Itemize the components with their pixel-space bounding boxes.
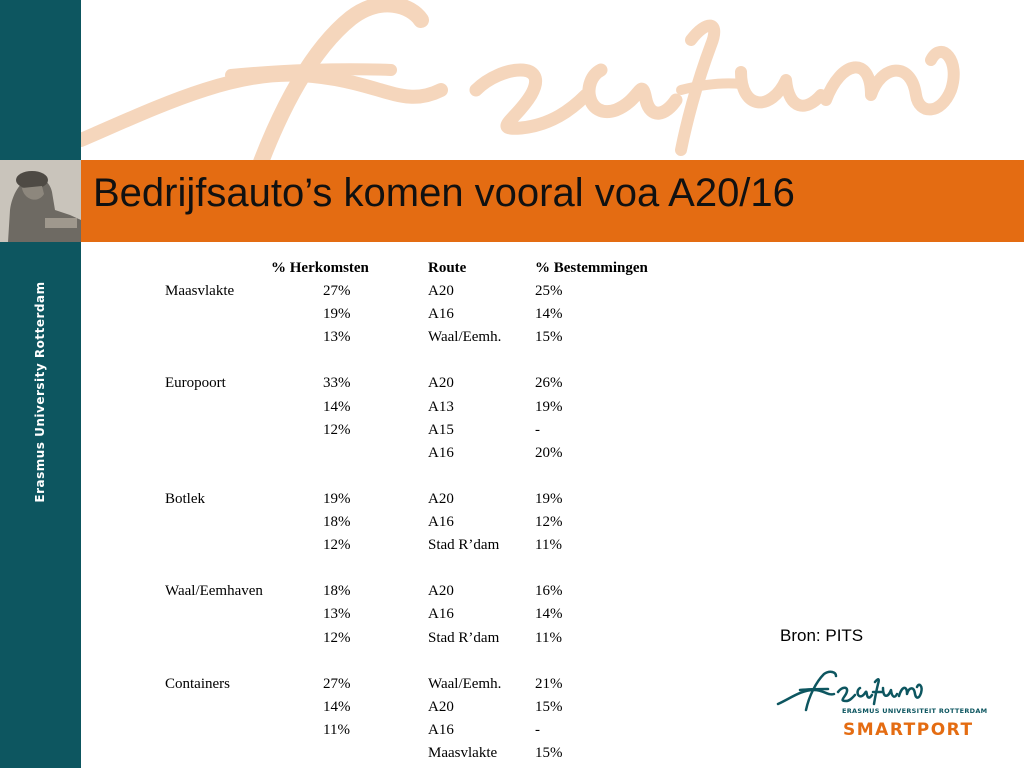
sidebar: [0, 0, 81, 768]
cell-bestemming: 26%: [535, 375, 563, 391]
cell-herkomst: 13%: [323, 606, 351, 622]
cell-herkomst: 14%: [323, 399, 351, 415]
cell-bestemming: -: [535, 722, 540, 738]
slide-title: Bedrijfsauto’s komen vooral voa A20/16: [93, 171, 795, 215]
header-bestemmingen: % Bestemmingen: [535, 260, 648, 276]
cell-route: A16: [428, 445, 454, 461]
sidebar-university-name: Erasmus University Rotterdam: [33, 281, 47, 503]
source-note: Bron: PITS: [780, 626, 864, 645]
cell-origin: Containers: [165, 676, 230, 692]
cell-bestemming: -: [535, 422, 540, 438]
cell-herkomst: 12%: [323, 537, 351, 553]
cell-route: A16: [428, 606, 454, 622]
cell-bestemming: 25%: [535, 283, 563, 299]
cell-herkomst: 19%: [323, 306, 351, 322]
cell-bestemming: 19%: [535, 491, 563, 507]
cell-bestemming: 14%: [535, 306, 563, 322]
cell-route: Maasvlakte: [428, 745, 498, 761]
cell-herkomst: 27%: [323, 676, 351, 692]
cell-origin: Europoort: [165, 375, 226, 391]
cell-route: A16: [428, 514, 454, 530]
cell-bestemming: 16%: [535, 583, 563, 599]
cell-herkomst: 19%: [323, 491, 351, 507]
cell-route: A16: [428, 306, 454, 322]
cell-route: Stad R’dam: [428, 537, 500, 553]
erasmus-signature-watermark: [81, 0, 1024, 162]
cell-route: Waal/Eemh.: [428, 329, 502, 345]
logo-smartport: SMARTPORT: [843, 720, 974, 740]
cell-route: A16: [428, 722, 454, 738]
cell-route: A20: [428, 583, 454, 599]
cell-herkomst: 14%: [323, 699, 351, 715]
cell-bestemming: 14%: [535, 606, 563, 622]
cell-herkomst: 27%: [323, 283, 351, 299]
cell-route: A20: [428, 375, 454, 391]
cell-route: A20: [428, 699, 454, 715]
cell-bestemming: 15%: [535, 699, 563, 715]
cell-herkomst: 33%: [323, 375, 351, 391]
cell-bestemming: 15%: [535, 745, 563, 761]
cell-route: A15: [428, 422, 454, 438]
cell-bestemming: 19%: [535, 399, 563, 415]
erasmus-statue-image: [0, 160, 81, 242]
cell-bestemming: 20%: [535, 445, 563, 461]
cell-route: Stad R’dam: [428, 630, 500, 646]
cell-origin: Botlek: [165, 491, 205, 507]
cell-route: A13: [428, 399, 454, 415]
logo-subtext: ERASMUS UNIVERSITEIT ROTTERDAM: [842, 707, 988, 715]
cell-herkomst: 12%: [323, 422, 351, 438]
cell-herkomst: 11%: [323, 722, 350, 738]
header-herkomsten: % Herkomsten: [271, 260, 369, 276]
cell-route: A20: [428, 491, 454, 507]
cell-route: A20: [428, 283, 454, 299]
cell-bestemming: 11%: [535, 537, 562, 553]
cell-origin: Maasvlakte: [165, 283, 235, 299]
cell-origin: Waal/Eemhaven: [165, 583, 263, 599]
cell-bestemming: 21%: [535, 676, 563, 692]
cell-herkomst: 18%: [323, 514, 351, 530]
cell-herkomst: 12%: [323, 630, 351, 646]
cell-bestemming: 12%: [535, 514, 563, 530]
cell-route: Waal/Eemh.: [428, 676, 502, 692]
cell-bestemming: 15%: [535, 329, 563, 345]
cell-bestemming: 11%: [535, 630, 562, 646]
header-route: Route: [428, 260, 467, 276]
cell-herkomst: 18%: [323, 583, 351, 599]
cell-herkomst: 13%: [323, 329, 351, 345]
